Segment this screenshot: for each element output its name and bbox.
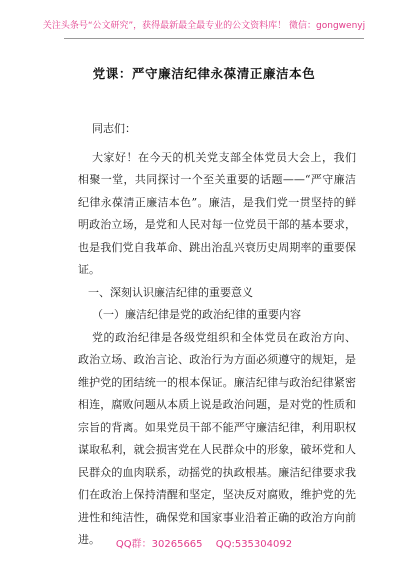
section-heading: 一、深刻认识廉洁纪律的重要意义: [88, 285, 253, 299]
salutation: 同志们：: [92, 122, 136, 135]
body-line: 纪律永葆清正廉洁本色”。廉洁，是我们党一贯坚持的鲜: [78, 195, 356, 209]
body-line: 宗旨的背离。如果党员干部不能严守廉洁纪律，利用职权: [78, 420, 356, 434]
header-divider: [64, 38, 364, 39]
body-line: 相聚一堂，共同探讨一个至关重要的话题——“严守廉洁: [78, 173, 356, 186]
footer-contact: [0, 535, 408, 550]
body-line: 明政治立场，是党和人民对每一位党员干部的基本要求，: [78, 218, 356, 231]
body-line: 政治立场、政治言论、政治行为方面必须遵守的规矩，是: [78, 353, 356, 366]
body-line: 也是我们党自我革命、跳出治乱兴衰历史周期率的重要保: [78, 240, 356, 254]
body-line: 大家好！在今天的机关党支部全体党员大会上，我们: [92, 150, 356, 164]
subsection-heading: （一）廉洁纪律是党的政治纪律的重要内容: [92, 308, 301, 321]
header-promo-note: 关注头条号“公文研究”，获得最新最全最专业的公文资料库！ 微信：gongwenyj: [42, 21, 366, 31]
body-line: 相连，腐败问题从本质上说是政治问题，是对党的性质和: [78, 398, 356, 411]
footer-qq-number: QQ:535304092: [215, 539, 293, 550]
body-line: 们在政治上保持清醒和坚定，坚决反对腐败，维护党的先: [78, 488, 356, 501]
document-body: [78, 118, 356, 552]
body-line: 谋取私利，就会损害党在人民群众中的形象，破坏党和人: [78, 443, 356, 456]
body-line: 党的政治纪律是各级党组织和全体党员在政治方向、: [92, 330, 356, 344]
body-line: 维护党的团结统一的根本保证。廉洁纪律与政治纪律紧密: [78, 375, 356, 389]
document-title: 党课：严守廉洁纪律永葆清正廉洁本色: [92, 66, 316, 81]
body-line: 进。: [78, 533, 100, 546]
body-line: 民群众的血肉联系，动摇党的执政根基。廉洁纪律要求我: [78, 465, 356, 479]
body-line: 证。: [78, 263, 100, 276]
footer-qq-group: QQ群：30265665: [115, 539, 203, 550]
body-line: 进性和纯洁性，确保党和国家事业沿着正确的政治方向前: [78, 510, 356, 524]
